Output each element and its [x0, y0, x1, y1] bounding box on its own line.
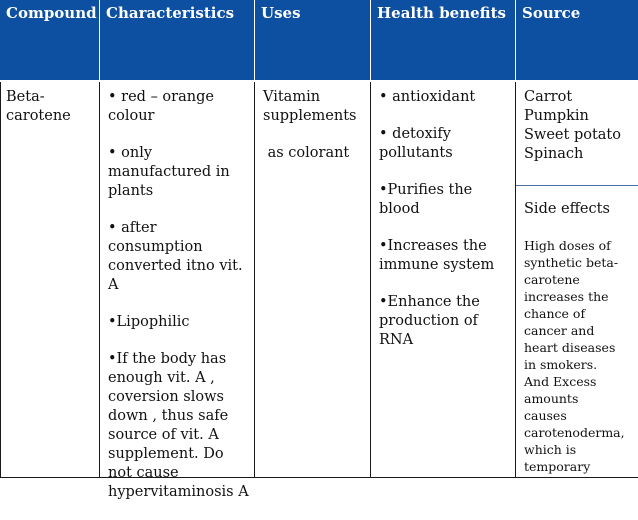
side-effects-title: Side effects [524, 201, 610, 217]
cell-compound [0, 88, 100, 126]
table-header-row [0, 0, 638, 80]
benefit-item: •Enhance the production of RNA [379, 294, 480, 348]
compound-line-1: Beta- [6, 89, 45, 105]
source-item: Spinach [524, 146, 584, 162]
characteristic-item: • after consumption converted itno vit. A [108, 220, 243, 293]
characteristic-item: • red – orange colour [108, 89, 214, 124]
source-item: Sweet potato [524, 127, 621, 143]
benefit-item: •Purifies the blood [379, 182, 473, 217]
compound-line-2: carotene [6, 108, 71, 124]
source-item: Pumpkin [524, 108, 589, 124]
use-item: as colorant [263, 145, 350, 161]
side-effects-text: High doses of synthetic beta-carotene increases the chance of cancer and heart diseases in smokers. And Excess amounts causes carotenoderma, which is temporary [524, 238, 625, 474]
header-health-benefits: Health benefits [371, 0, 516, 80]
header-uses: Uses [255, 0, 371, 80]
cell-health-benefits [373, 88, 516, 368]
characteristic-item: •Lipophilic [108, 314, 190, 330]
cell-source [518, 88, 638, 164]
source-item: Carrot [524, 89, 573, 105]
header-compound: Compound [0, 0, 100, 80]
benefit-item: •Increases the immune system [379, 238, 495, 273]
column-compound-border [0, 82, 100, 478]
source-divider [516, 185, 638, 186]
header-characteristics: Characteristics [100, 0, 255, 80]
characteristic-item: •If the body has enough vit. A , coversion slows down , thus safe source of vit. A supplement. Do not cause hypervitaminosis A [108, 351, 249, 500]
use-item: Vitamin supplements [263, 89, 357, 124]
cell-characteristics [102, 88, 255, 520]
benefit-item: • detoxify pollutants [379, 126, 453, 161]
benefit-item: • antioxidant [379, 89, 476, 105]
header-source: Source [522, 4, 581, 22]
characteristic-item: • only manufactured in plants [108, 145, 230, 199]
cell-uses [257, 88, 371, 181]
